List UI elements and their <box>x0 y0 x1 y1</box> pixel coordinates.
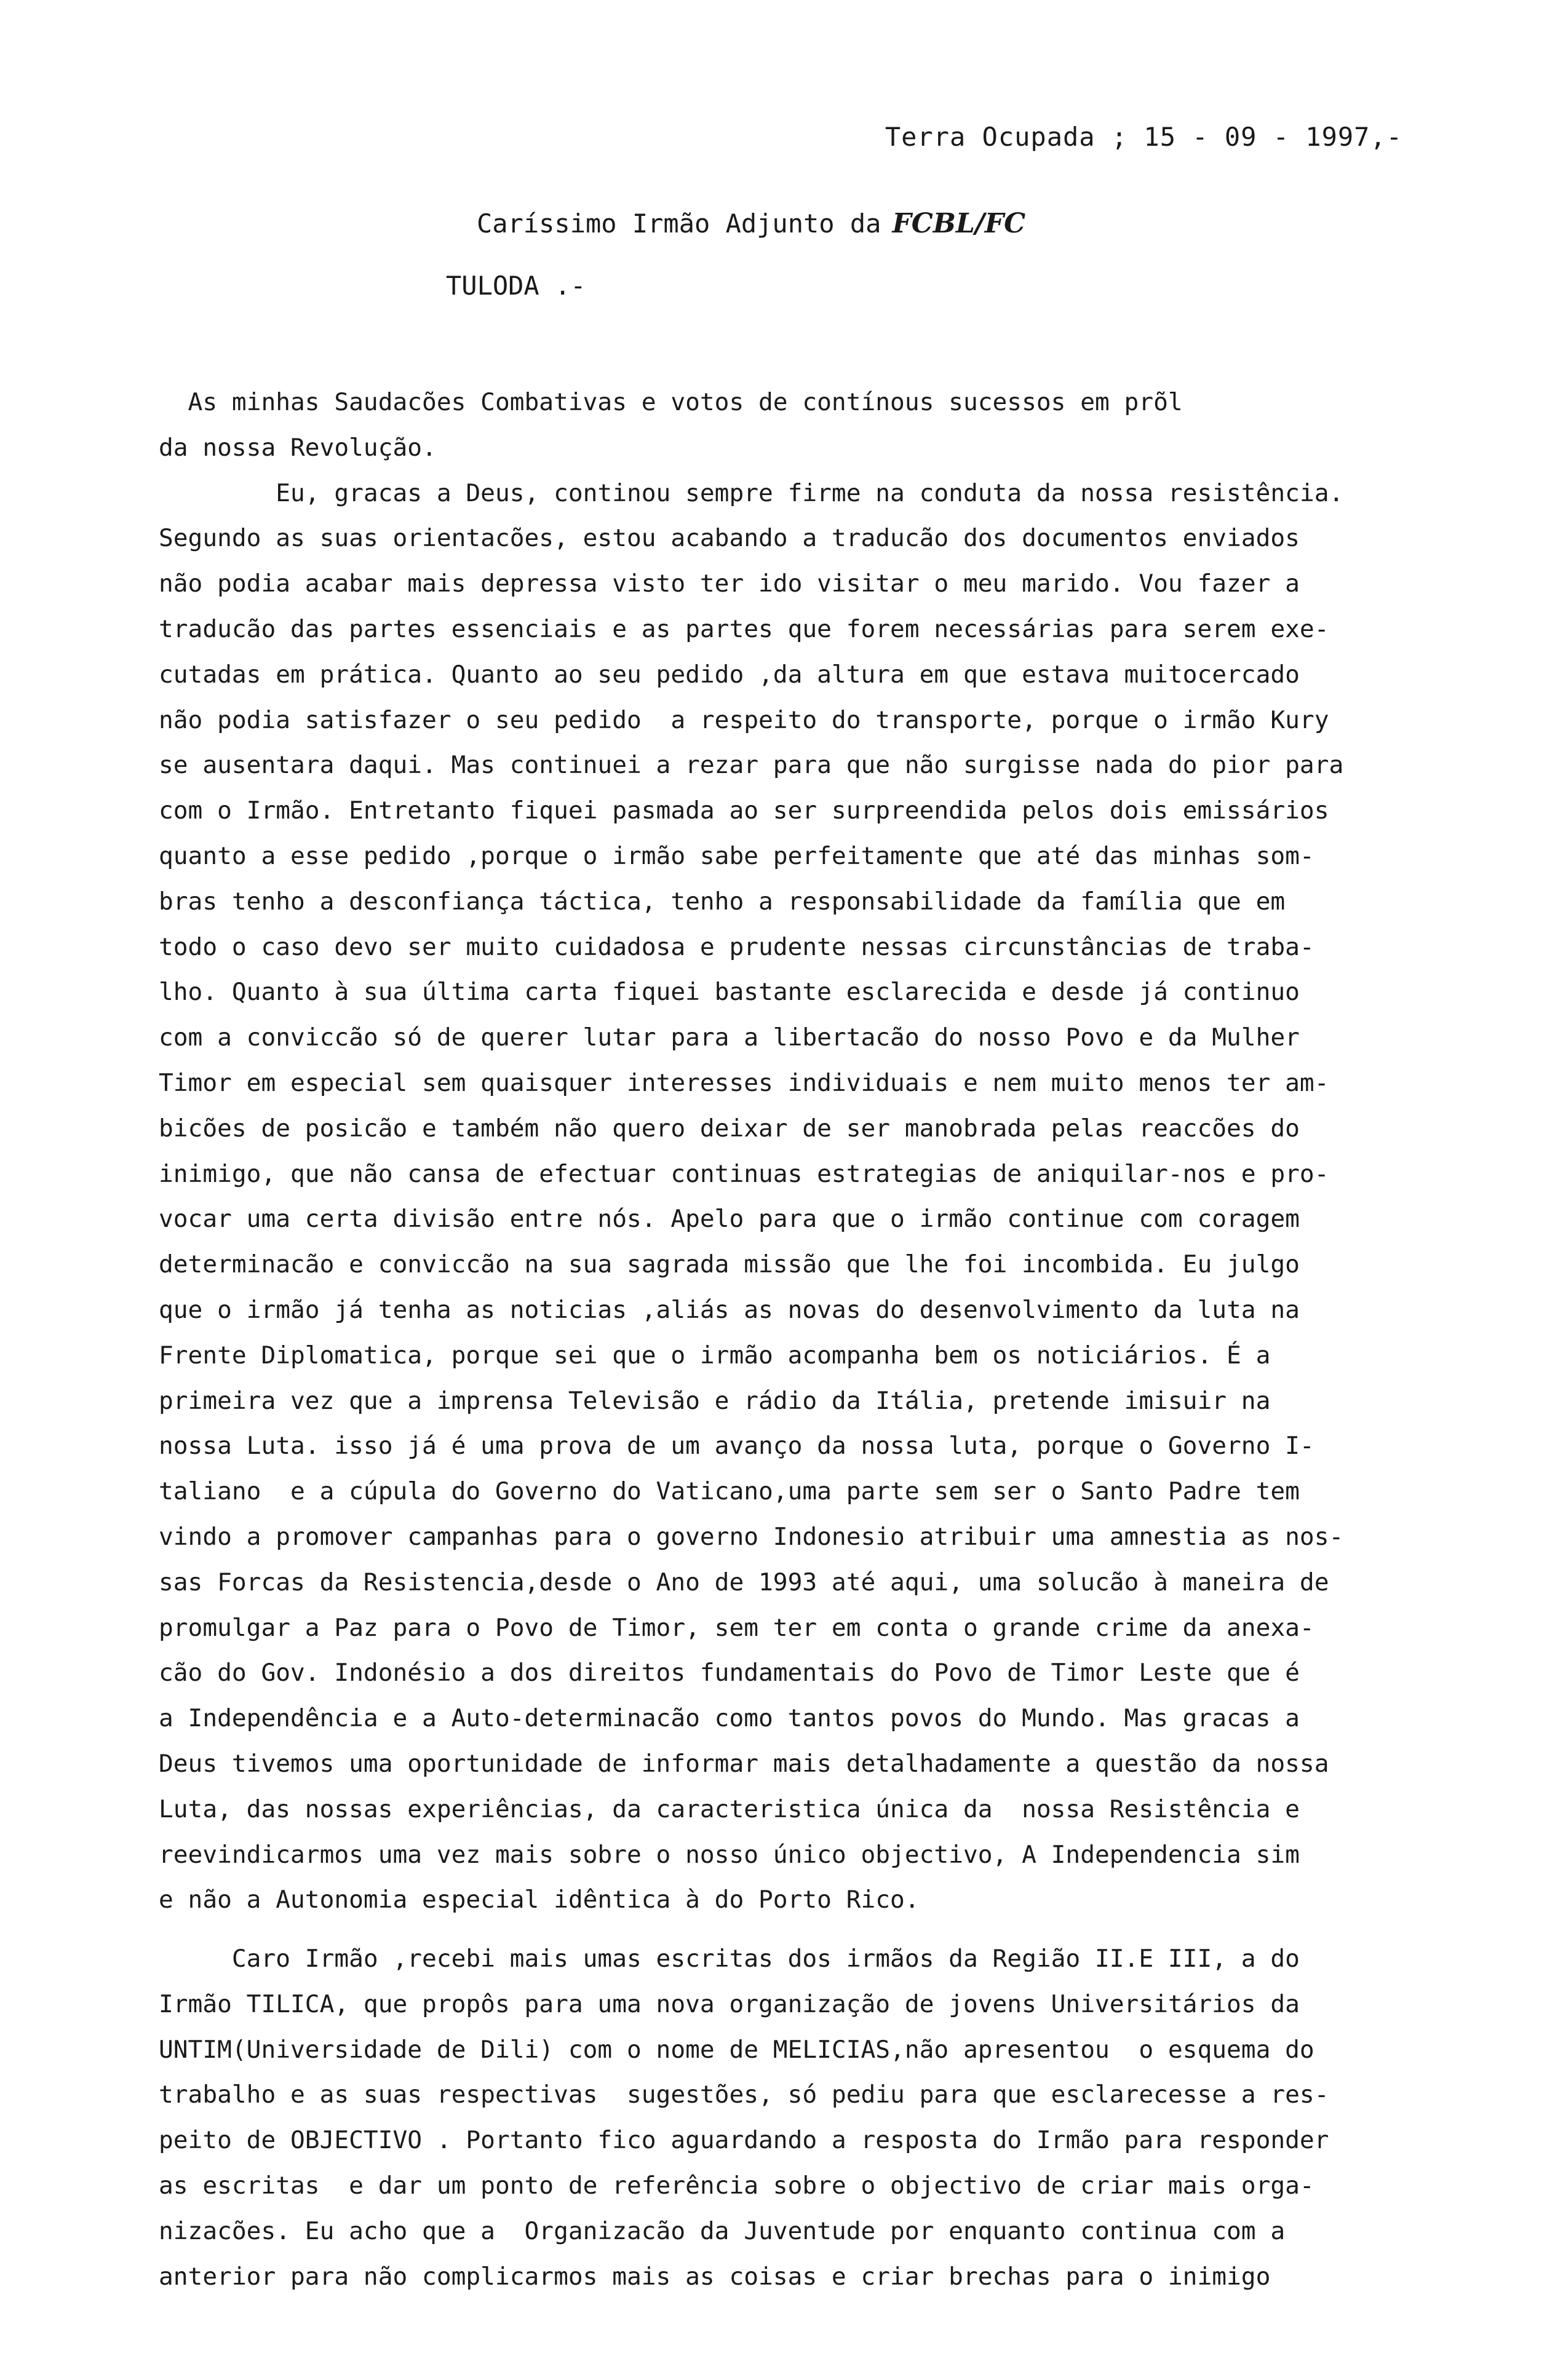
letter-line: Irmão TILICA, que propôs para uma nova organização de jovens Universitários da <box>159 1989 1300 2018</box>
letter-line: lho. Quanto à sua última carta fiquei bastante esclarecida e desde já continuo <box>159 978 1300 1007</box>
letter-line: UNTIM(Universidade de Dili) com o nome de MELICIAS,não apresentou o esquema do <box>159 2035 1314 2064</box>
letter-line: Caro Irmão ,recebi mais umas escritas dos irmãos da Região II.E III, a do <box>159 1945 1300 1973</box>
letter-line: com a conviccão só de querer lutar para a libertacão do nosso Povo e da Mulher <box>159 1023 1300 1052</box>
letter-line: as escritas e dar um ponto de referência sobre o objectivo de criar mais orga- <box>159 2172 1314 2200</box>
letter-line: com o Irmão. Entretanto fiquei pasmada ao ser surpreendida pelos dois emissários <box>159 796 1329 825</box>
handwritten-annotation: FCBL/FC <box>892 208 1026 239</box>
letter-line: cutadas em prática. Quanto ao seu pedido ,da altura em que estava muitocercado <box>159 660 1300 689</box>
letter-line: reevindicarmos uma vez mais sobre o nosso único objectivo, A Independencia sim <box>159 1840 1300 1869</box>
letter-line: Eu, gracas a Deus, continou sempre firme na conduta da nossa resistência. <box>159 478 1344 507</box>
letter-line: anterior para não complicarmos mais as coisas e criar brechas para o inimigo <box>159 2262 1271 2291</box>
letter-line: nizacões. Eu acho que a Organizacão da Juventude por enquanto continua com a <box>159 2216 1286 2245</box>
letter-line: Luta, das nossas experiências, da caracteristica única da nossa Resistência e <box>159 1795 1300 1823</box>
letter-line: trabalho e as suas respectivas sugestões, só pediu para que esclarecesse a res- <box>159 2081 1329 2109</box>
letter-line: promulgar a Paz para o Povo de Timor, sem ter em conta o grande crime da anexa- <box>159 1613 1314 1642</box>
letter-line: sas Forcas da Resistencia,desde o Ano de 1993 até aqui, uma solucão à maneira de <box>159 1568 1329 1597</box>
letter-line: inimigo, que não cansa de efectuar continuas estrategias de aniquilar-nos e pro- <box>159 1159 1329 1188</box>
letter-line: e não a Autonomia especial idêntica à do Porto Rico. <box>159 1886 920 1914</box>
letter-line: não podia acabar mais depressa visto ter ido visitar o meu marido. Vou fazer a <box>159 569 1300 598</box>
letter-line: bicões de posicão e também não quero deixar de ser manobrada pelas reaccões do <box>159 1114 1300 1143</box>
letter-line: primeira vez que a imprensa Televisão e rádio da Itália, pretende imisuir na <box>159 1386 1271 1415</box>
letter-line: peito de OBJECTIVO . Portanto fico aguardando a resposta do Irmão para responder <box>159 2126 1329 2155</box>
letter-line: todo o caso devo ser muito cuidadosa e prudente nessas circunstâncias de traba- <box>159 932 1314 961</box>
letter-line: vindo a promover campanhas para o governo Indonesio atribuir uma amnestia as nos- <box>159 1522 1344 1551</box>
letter-line <box>159 1923 1481 1937</box>
letter-line: não podia satisfazer o seu pedido a respeito do transporte, porque o irmão Kury <box>159 705 1329 734</box>
letter-line: taliano e a cúpula do Governo do Vaticano,uma parte sem ser o Santo Padre tem <box>159 1477 1300 1506</box>
letter-line: Deus tivemos uma oportunidade de informar mais detalhadamente a questão da nossa <box>159 1749 1329 1778</box>
dateline: Terra Ocupada ; 15 - 09 - 1997,- <box>885 122 1402 152</box>
letter-line: determinacão e conviccão na sua sagrada missão que lhe foi incombida. Eu julgo <box>159 1250 1300 1279</box>
letter-body <box>159 380 1481 2299</box>
letter-line: da nossa Revolução. <box>159 433 437 462</box>
letter-line: traducão das partes essenciais e as partes que forem necessárias para serem exe- <box>159 614 1329 643</box>
letter-line: As minhas Saudacões Combativas e votos de contínous sucessos em prõl <box>159 388 1183 416</box>
salutation-text: Caríssimo Irmão Adjunto da <box>477 208 881 239</box>
letter-line: nossa Luta. isso já é uma prova de um avanço da nossa luta, porque o Governo I- <box>159 1432 1314 1461</box>
letter-line: se ausentara daqui. Mas continuei a rezar para que não surgisse nada do pior para <box>159 751 1344 780</box>
letter-line: Frente Diplomatica, porque sei que o irmão acompanha bem os noticiários. É a <box>159 1341 1271 1370</box>
letter-line: a Independência e a Auto-determinacão como tantos povos do Mundo. Mas gracas a <box>159 1704 1300 1733</box>
letter-line: quanto a esse pedido ,porque o irmão sabe perfeitamente que até das minhas som- <box>159 841 1314 870</box>
salutation <box>477 208 1025 239</box>
letter-line: cão do Gov. Indonésio a dos direitos fundamentais do Povo de Timor Leste que é <box>159 1659 1300 1688</box>
letter-line: Segundo as suas orientacões, estou acabando a traducão dos documentos enviados <box>159 524 1300 553</box>
letter-line: bras tenho a desconfiança táctica, tenho a responsabilidade da família que em <box>159 887 1286 916</box>
letter-line: Timor em especial sem quaisquer interesses individuais e nem muito menos ter am- <box>159 1068 1329 1097</box>
letter-line: vocar uma certa divisão entre nós. Apelo para que o irmão continue com coragem <box>159 1205 1300 1234</box>
letter-line: que o irmão já tenha as noticias ,aliás as novas do desenvolvimento da luta na <box>159 1295 1300 1324</box>
recipient: TULODA .- <box>446 271 586 301</box>
